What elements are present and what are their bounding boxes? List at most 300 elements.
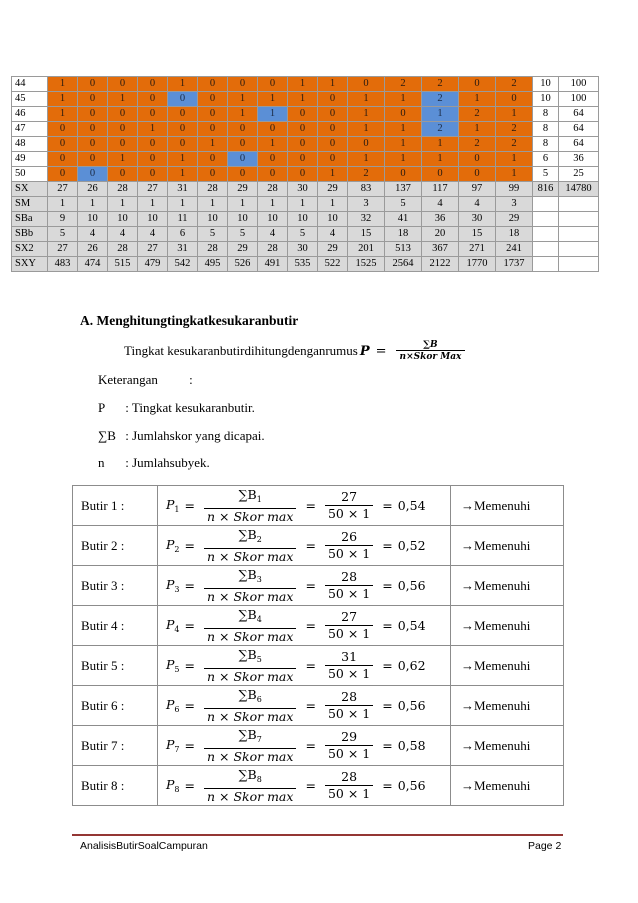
equals-sign: = xyxy=(184,538,195,553)
denominator-value: 50 × 1 xyxy=(325,705,373,722)
table-cell: 0 xyxy=(168,137,198,152)
value-fraction xyxy=(325,689,373,722)
equals-sign: = xyxy=(305,698,316,713)
table-cell: 117 xyxy=(422,182,459,197)
legend-desc: : Jumlahskor yang dicapai. xyxy=(125,428,265,443)
equals-sign: = xyxy=(305,498,316,513)
fraction-numerator xyxy=(236,647,265,668)
p-symbol: $P_3$ xyxy=(166,577,180,594)
table-cell: 1 xyxy=(228,197,258,212)
table-cell: 1 xyxy=(348,152,385,167)
table-cell: 100 xyxy=(559,92,599,107)
row-label: 50 xyxy=(12,167,48,182)
table-row xyxy=(12,257,599,272)
table-cell: 0 xyxy=(228,167,258,182)
table-cell: 4 xyxy=(318,227,348,242)
value-fraction xyxy=(325,529,373,562)
table-cell: 4 xyxy=(108,227,138,242)
table-cell: 30 xyxy=(288,242,318,257)
table-cell: 2 xyxy=(496,122,533,137)
table-cell: 5 xyxy=(228,227,258,242)
butir-label: Butir 6 : xyxy=(73,686,158,726)
score-value: 27 xyxy=(341,609,358,624)
denominator-value: 50 × 1 xyxy=(325,625,373,642)
table-cell: 1 xyxy=(459,122,496,137)
legend-symbol: ∑B xyxy=(98,428,116,443)
butir-label: Butir 8 : xyxy=(73,766,158,806)
table-cell: 27 xyxy=(48,182,78,197)
sum-b-symbol: ∑B xyxy=(238,686,257,702)
table-cell: 1 xyxy=(348,107,385,122)
status-label: →Memenuhi xyxy=(451,606,564,646)
butir-label: Butir 3 : xyxy=(73,566,158,606)
butir-label: Butir 7 : xyxy=(73,726,158,766)
table-cell: 0 xyxy=(288,122,318,137)
table-cell: 20 xyxy=(422,227,459,242)
result-value: 0,62 xyxy=(397,658,426,673)
table-cell: 1737 xyxy=(496,257,533,272)
table-cell xyxy=(533,227,559,242)
butir-row xyxy=(73,686,564,726)
table-cell: 5 xyxy=(48,227,78,242)
table-cell: 2 xyxy=(385,77,422,92)
table-cell: 0 xyxy=(459,77,496,92)
table-cell: 1 xyxy=(385,137,422,152)
table-cell: 0 xyxy=(138,77,168,92)
table-cell: 0 xyxy=(198,107,228,122)
p-subscript: 1 xyxy=(174,505,180,514)
row-label: 49 xyxy=(12,152,48,167)
fraction-denominator: n × Skor max xyxy=(204,668,296,685)
sum-b-symbol: ∑B xyxy=(238,526,257,542)
table-cell xyxy=(533,242,559,257)
table-cell: 1 xyxy=(258,137,288,152)
table-cell: 4 xyxy=(422,197,459,212)
table-cell: 0 xyxy=(48,152,78,167)
butir-label: Butir 2 : xyxy=(73,526,158,566)
table-cell: 0 xyxy=(459,167,496,182)
table-cell: 29 xyxy=(496,212,533,227)
formula-line xyxy=(124,340,468,362)
status-label: →Memenuhi xyxy=(451,566,564,606)
p-symbol: $P_7$ xyxy=(166,737,180,754)
table-cell: 1 xyxy=(258,92,288,107)
fraction-numerator xyxy=(236,767,265,788)
table-cell: 97 xyxy=(459,182,496,197)
table-cell: 0 xyxy=(385,167,422,182)
table-cell: 26 xyxy=(78,242,108,257)
fraction-denominator: n × Skor max xyxy=(204,788,296,805)
table-cell: 99 xyxy=(496,182,533,197)
table-cell: 1 xyxy=(108,92,138,107)
table-cell: 36 xyxy=(422,212,459,227)
table-cell: 4 xyxy=(258,227,288,242)
equals-sign: = xyxy=(382,618,393,633)
footer-page-number: Page 2 xyxy=(528,840,562,852)
table-cell: 100 xyxy=(559,77,599,92)
row-label: SX xyxy=(12,182,48,197)
table-cell: 0 xyxy=(108,122,138,137)
table-cell: 30 xyxy=(459,212,496,227)
table-cell: 0 xyxy=(78,107,108,122)
butir-row xyxy=(73,526,564,566)
table-cell: 1 xyxy=(138,197,168,212)
table-cell: 542 xyxy=(168,257,198,272)
score-data-table xyxy=(11,76,599,272)
table-cell: 10 xyxy=(138,212,168,227)
formula-fraction xyxy=(204,727,296,765)
table-cell xyxy=(559,257,599,272)
sum-b-symbol: ∑B xyxy=(238,486,257,502)
fraction-numerator xyxy=(236,487,265,508)
equals-sign: = xyxy=(305,578,316,593)
table-cell: 28 xyxy=(258,242,288,257)
status-label: →Memenuhi xyxy=(451,766,564,806)
table-row xyxy=(12,242,599,257)
score-value: 28 xyxy=(341,689,358,704)
table-cell: 28 xyxy=(198,242,228,257)
equals-sign: = xyxy=(382,698,393,713)
denominator-value: 50 × 1 xyxy=(325,785,373,802)
table-cell: 30 xyxy=(288,182,318,197)
table-cell: 1 xyxy=(48,92,78,107)
footer-doc-title: AnalisisButirSoalCampuran xyxy=(80,840,208,852)
p-symbol: $P_2$ xyxy=(166,537,180,554)
status-label: →Memenuhi xyxy=(451,526,564,566)
result-value: 0,56 xyxy=(397,778,426,793)
table-cell: 9 xyxy=(48,212,78,227)
row-label: SBa xyxy=(12,212,48,227)
b-subscript: 4 xyxy=(256,614,262,624)
table-cell: 0 xyxy=(228,77,258,92)
table-cell: 491 xyxy=(258,257,288,272)
table-row xyxy=(12,137,599,152)
table-cell: 1 xyxy=(138,122,168,137)
table-cell: 5 xyxy=(533,167,559,182)
p-subscript: 4 xyxy=(174,625,180,634)
table-cell: 15 xyxy=(348,227,385,242)
table-cell: 1 xyxy=(422,107,459,122)
row-label: 44 xyxy=(12,77,48,92)
p-subscript: 5 xyxy=(174,665,180,674)
formula-fraction xyxy=(204,487,296,525)
table-cell: 41 xyxy=(385,212,422,227)
table-cell: 27 xyxy=(138,242,168,257)
table-cell: 0 xyxy=(168,107,198,122)
table-cell: 3 xyxy=(348,197,385,212)
table-cell: 1 xyxy=(108,197,138,212)
table-cell: 10 xyxy=(258,212,288,227)
difficulty-table xyxy=(72,485,564,806)
table-row xyxy=(12,182,599,197)
denominator-value: 50 × 1 xyxy=(325,745,373,762)
status-label: →Memenuhi xyxy=(451,646,564,686)
table-row xyxy=(12,212,599,227)
b-subscript: 6 xyxy=(256,694,262,704)
butir-formula xyxy=(158,526,451,566)
table-cell: 1 xyxy=(198,197,228,212)
table-cell: 515 xyxy=(108,257,138,272)
table-cell: 0 xyxy=(168,92,198,107)
equals-sign: = xyxy=(184,698,195,713)
table-cell xyxy=(533,257,559,272)
table-cell: 0 xyxy=(258,167,288,182)
sum-b-symbol: ∑B xyxy=(238,766,257,782)
table-cell: 29 xyxy=(318,182,348,197)
table-cell: 2 xyxy=(422,77,459,92)
table-cell: 1 xyxy=(385,152,422,167)
b-subscript: 7 xyxy=(256,734,262,744)
table-cell: 0 xyxy=(138,137,168,152)
table-cell xyxy=(559,197,599,212)
formula-intro: Tingkat kesukaranbutirdihitungdenganrumus xyxy=(124,343,358,358)
keterangan-label: Keterangan xyxy=(98,372,158,387)
table-cell: 6 xyxy=(533,152,559,167)
table-cell: 0 xyxy=(288,152,318,167)
table-cell: 2 xyxy=(348,167,385,182)
table-cell: 0 xyxy=(198,167,228,182)
table-cell: 0 xyxy=(318,137,348,152)
table-cell: 1 xyxy=(48,107,78,122)
table-cell: 0 xyxy=(288,107,318,122)
row-label: SBb xyxy=(12,227,48,242)
table-cell: 28 xyxy=(258,182,288,197)
status-label: →Memenuhi xyxy=(451,726,564,766)
legend-desc: : Tingkat kesukaranbutir. xyxy=(125,400,255,415)
table-cell xyxy=(533,197,559,212)
table-cell: 2 xyxy=(422,122,459,137)
table-cell: 0 xyxy=(108,167,138,182)
table-cell: 495 xyxy=(198,257,228,272)
equals-sign: = xyxy=(184,738,195,753)
fraction-numerator xyxy=(236,687,265,708)
b-subscript: 3 xyxy=(256,574,262,584)
table-cell: 1 xyxy=(496,152,533,167)
table-row xyxy=(12,122,599,137)
table-cell xyxy=(533,212,559,227)
equals-sign: = xyxy=(184,778,195,793)
table-cell: 1 xyxy=(258,107,288,122)
fraction-numerator xyxy=(236,607,265,628)
sum-b-symbol: ∑B xyxy=(238,646,257,662)
butir-formula xyxy=(158,766,451,806)
sum-b-symbol: ∑B xyxy=(238,606,257,622)
row-label: SX2 xyxy=(12,242,48,257)
table-cell: 1 xyxy=(459,92,496,107)
status-label: →Memenuhi xyxy=(451,486,564,526)
result-value: 0,56 xyxy=(397,578,426,593)
table-cell: 367 xyxy=(422,242,459,257)
table-cell: 2122 xyxy=(422,257,459,272)
butir-formula xyxy=(158,726,451,766)
result-value: 0,54 xyxy=(397,618,426,633)
value-fraction xyxy=(325,649,373,682)
value-fraction xyxy=(325,769,373,802)
table-cell: 1 xyxy=(168,197,198,212)
table-cell xyxy=(559,242,599,257)
table-row xyxy=(12,92,599,107)
table-cell: 0 xyxy=(138,152,168,167)
formula-fraction xyxy=(204,647,296,685)
table-cell: 1 xyxy=(228,92,258,107)
score-value: 28 xyxy=(341,769,358,784)
fraction-denominator: n × Skor max xyxy=(204,508,296,525)
table-cell: 1 xyxy=(318,77,348,92)
table-cell: 1 xyxy=(348,92,385,107)
table-cell: 10 xyxy=(533,77,559,92)
table-cell: 1 xyxy=(318,197,348,212)
table-cell: 0 xyxy=(48,122,78,137)
b-subscript: 1 xyxy=(256,494,262,504)
table-cell: 0 xyxy=(138,92,168,107)
table-cell: 1 xyxy=(168,152,198,167)
butir-formula xyxy=(158,646,451,686)
table-cell: 2 xyxy=(459,137,496,152)
table-cell: 0 xyxy=(78,137,108,152)
table-cell: 479 xyxy=(138,257,168,272)
table-cell: 0 xyxy=(198,77,228,92)
table-cell: 32 xyxy=(348,212,385,227)
butir-row xyxy=(73,766,564,806)
table-cell: 0 xyxy=(258,122,288,137)
row-label: 48 xyxy=(12,137,48,152)
formula-equals-sign: = xyxy=(375,343,387,359)
table-cell: 1 xyxy=(168,77,198,92)
formula-denominator: n×Skor Max xyxy=(396,350,466,362)
fraction-numerator xyxy=(236,567,265,588)
value-fraction xyxy=(325,609,373,642)
equals-sign: = xyxy=(305,778,316,793)
table-cell: 1 xyxy=(288,92,318,107)
table-cell: 1 xyxy=(258,197,288,212)
p-subscript: 8 xyxy=(174,785,180,794)
fraction-denominator: n × Skor max xyxy=(204,588,296,605)
p-symbol: $P_5$ xyxy=(166,657,180,674)
score-value: 28 xyxy=(341,569,358,584)
sum-b-symbol: ∑B xyxy=(238,566,257,582)
table-cell: 8 xyxy=(533,107,559,122)
score-value: 26 xyxy=(341,529,358,544)
table-cell: 0 xyxy=(168,122,198,137)
table-cell: 1 xyxy=(496,167,533,182)
table-cell: 27 xyxy=(138,182,168,197)
table-cell: 1 xyxy=(48,197,78,212)
table-cell: 83 xyxy=(348,182,385,197)
table-cell: 2 xyxy=(422,92,459,107)
equals-sign: = xyxy=(382,538,393,553)
table-cell: 1 xyxy=(108,152,138,167)
table-cell: 1 xyxy=(288,197,318,212)
table-cell: 0 xyxy=(108,77,138,92)
butir-label: Butir 5 : xyxy=(73,646,158,686)
b-subscript: 8 xyxy=(256,774,262,784)
formula-fraction xyxy=(396,340,466,362)
table-cell: 25 xyxy=(559,167,599,182)
footer-divider xyxy=(72,834,563,836)
denominator-value: 50 × 1 xyxy=(325,505,373,522)
value-fraction xyxy=(325,569,373,602)
table-cell: 10 xyxy=(198,212,228,227)
table-row xyxy=(12,152,599,167)
equals-sign: = xyxy=(184,618,195,633)
table-cell: 0 xyxy=(258,152,288,167)
butir-row xyxy=(73,486,564,526)
table-cell: 31 xyxy=(168,242,198,257)
table-cell: 4 xyxy=(78,227,108,242)
table-cell: 0 xyxy=(385,107,422,122)
table-cell: 0 xyxy=(48,167,78,182)
equals-sign: = xyxy=(382,738,393,753)
row-label: SM xyxy=(12,197,48,212)
table-cell: 483 xyxy=(48,257,78,272)
table-cell: 0 xyxy=(496,92,533,107)
table-cell: 1 xyxy=(422,137,459,152)
row-label: 47 xyxy=(12,122,48,137)
legend-item xyxy=(98,455,210,471)
butir-row xyxy=(73,566,564,606)
equals-sign: = xyxy=(382,778,393,793)
table-cell: 0 xyxy=(228,137,258,152)
status-label: →Memenuhi xyxy=(451,686,564,726)
p-symbol: $P_1$ xyxy=(166,497,180,514)
formula-lhs: P xyxy=(359,343,370,359)
legend-item xyxy=(98,400,255,416)
p-subscript: 6 xyxy=(174,705,180,714)
table-cell: 0 xyxy=(78,122,108,137)
denominator-value: 50 × 1 xyxy=(325,545,373,562)
table-cell: 522 xyxy=(318,257,348,272)
table-row xyxy=(12,197,599,212)
table-cell: 0 xyxy=(198,152,228,167)
result-value: 0,58 xyxy=(397,738,426,753)
b-subscript: 2 xyxy=(256,534,262,544)
table-cell: 26 xyxy=(78,182,108,197)
table-cell: 0 xyxy=(348,137,385,152)
value-fraction xyxy=(325,729,373,762)
p-subscript: 3 xyxy=(174,585,180,594)
table-cell: 5 xyxy=(288,227,318,242)
table-cell: 10 xyxy=(318,212,348,227)
table-cell: 4 xyxy=(138,227,168,242)
table-cell: 1 xyxy=(198,137,228,152)
formula-fraction xyxy=(204,687,296,725)
table-cell: 2 xyxy=(496,137,533,152)
equals-sign: = xyxy=(184,498,195,513)
table-cell: 29 xyxy=(318,242,348,257)
legend-item xyxy=(98,428,265,444)
equals-sign: = xyxy=(184,658,195,673)
table-cell: 0 xyxy=(288,137,318,152)
result-value: 0,52 xyxy=(397,538,426,553)
butir-formula xyxy=(158,686,451,726)
table-cell: 0 xyxy=(78,167,108,182)
fraction-denominator: n × Skor max xyxy=(204,748,296,765)
denominator-value: 50 × 1 xyxy=(325,585,373,602)
keterangan-colon: : xyxy=(189,372,193,387)
table-cell: 0 xyxy=(459,152,496,167)
table-cell: 1 xyxy=(78,197,108,212)
b-subscript: 5 xyxy=(256,654,262,664)
fraction-denominator: n × Skor max xyxy=(204,548,296,565)
equals-sign: = xyxy=(184,578,195,593)
table-cell: 0 xyxy=(78,92,108,107)
table-cell: 5 xyxy=(198,227,228,242)
table-cell: 15 xyxy=(459,227,496,242)
table-cell: 1 xyxy=(48,77,78,92)
table-cell: 0 xyxy=(48,137,78,152)
table-cell: 137 xyxy=(385,182,422,197)
table-cell: 535 xyxy=(288,257,318,272)
